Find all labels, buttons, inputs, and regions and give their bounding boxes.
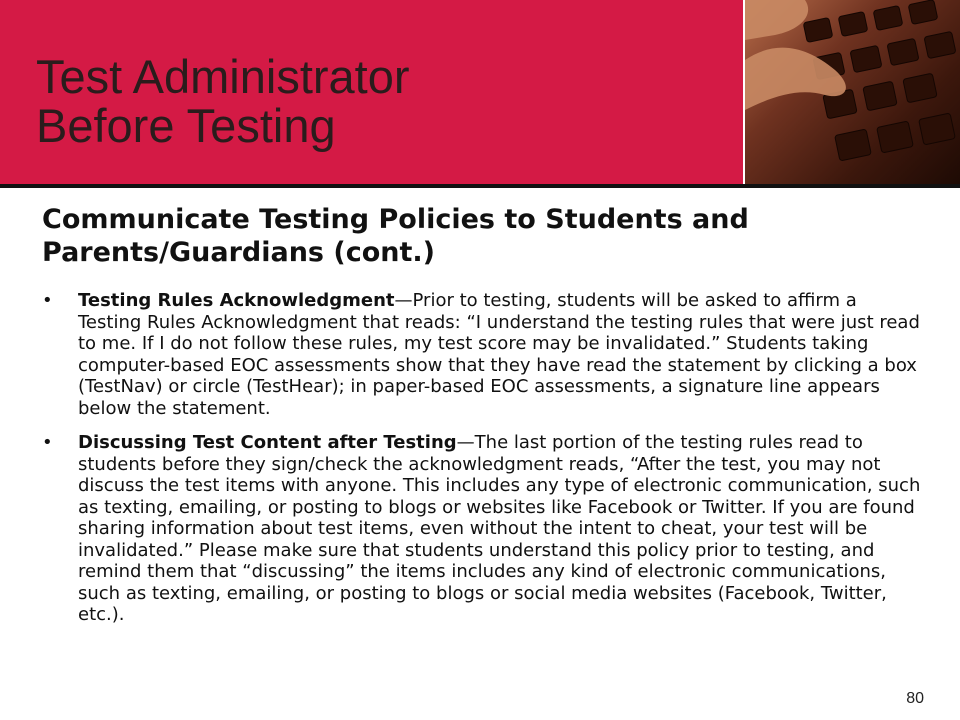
keyboard-photo-illustration bbox=[745, 0, 960, 184]
bullet-text: The last portion of the testing rules read to students before they sign/check the acknowledgment reads, “After the test, you may not discuss the test items with anyone. This includes any type of electronic communication, such as texting, emailing, or posting to blogs or websites like Facebook or Twitter. If you are found sharing information about test items, even without the intent to cheat, your test will be invalidated.” Please make sure that students understand this policy prior to testing, and remind them that “discussing” the items includes any kind of electronic communications, such as texting, emailing, or posting to blogs or social media websites (Facebook, Twitter, etc.). bbox=[78, 432, 921, 625]
bullet-item bbox=[42, 290, 922, 419]
page-number: 80 bbox=[906, 690, 924, 707]
keyboard-photo bbox=[743, 0, 960, 184]
bullet-dash: — bbox=[456, 432, 475, 453]
bullet-list bbox=[42, 290, 922, 639]
bullet-dash: — bbox=[394, 290, 413, 311]
bullet-symbol: • bbox=[42, 290, 53, 311]
bullet-text: Prior to testing, students will be asked to affirm a Testing Rules Acknowledgment that reads: “I understand the testing rules that were just read to me. If I do not follow these rules, my test score may be invalidated.” Students taking computer-based EOC assessments show that they have read the statement by clicking a box (TestNav) or circle (TestHear); in paper-based EOC assessments, a signature line appears below the statement. bbox=[78, 290, 920, 419]
header-divider bbox=[0, 184, 960, 188]
section-heading: Communicate Testing Policies to Students and Parents/Guardians (cont.) bbox=[42, 204, 749, 268]
slide-title-line-2: Before Testing bbox=[36, 99, 336, 152]
bullet-label: Testing Rules Acknowledgment bbox=[78, 290, 395, 311]
bullet-item bbox=[42, 432, 922, 626]
slide-title-line-1: Test Administrator bbox=[36, 50, 410, 103]
slide-title bbox=[36, 52, 410, 150]
bullet-symbol: • bbox=[42, 432, 53, 453]
bullet-label: Discussing Test Content after Testing bbox=[78, 432, 457, 453]
